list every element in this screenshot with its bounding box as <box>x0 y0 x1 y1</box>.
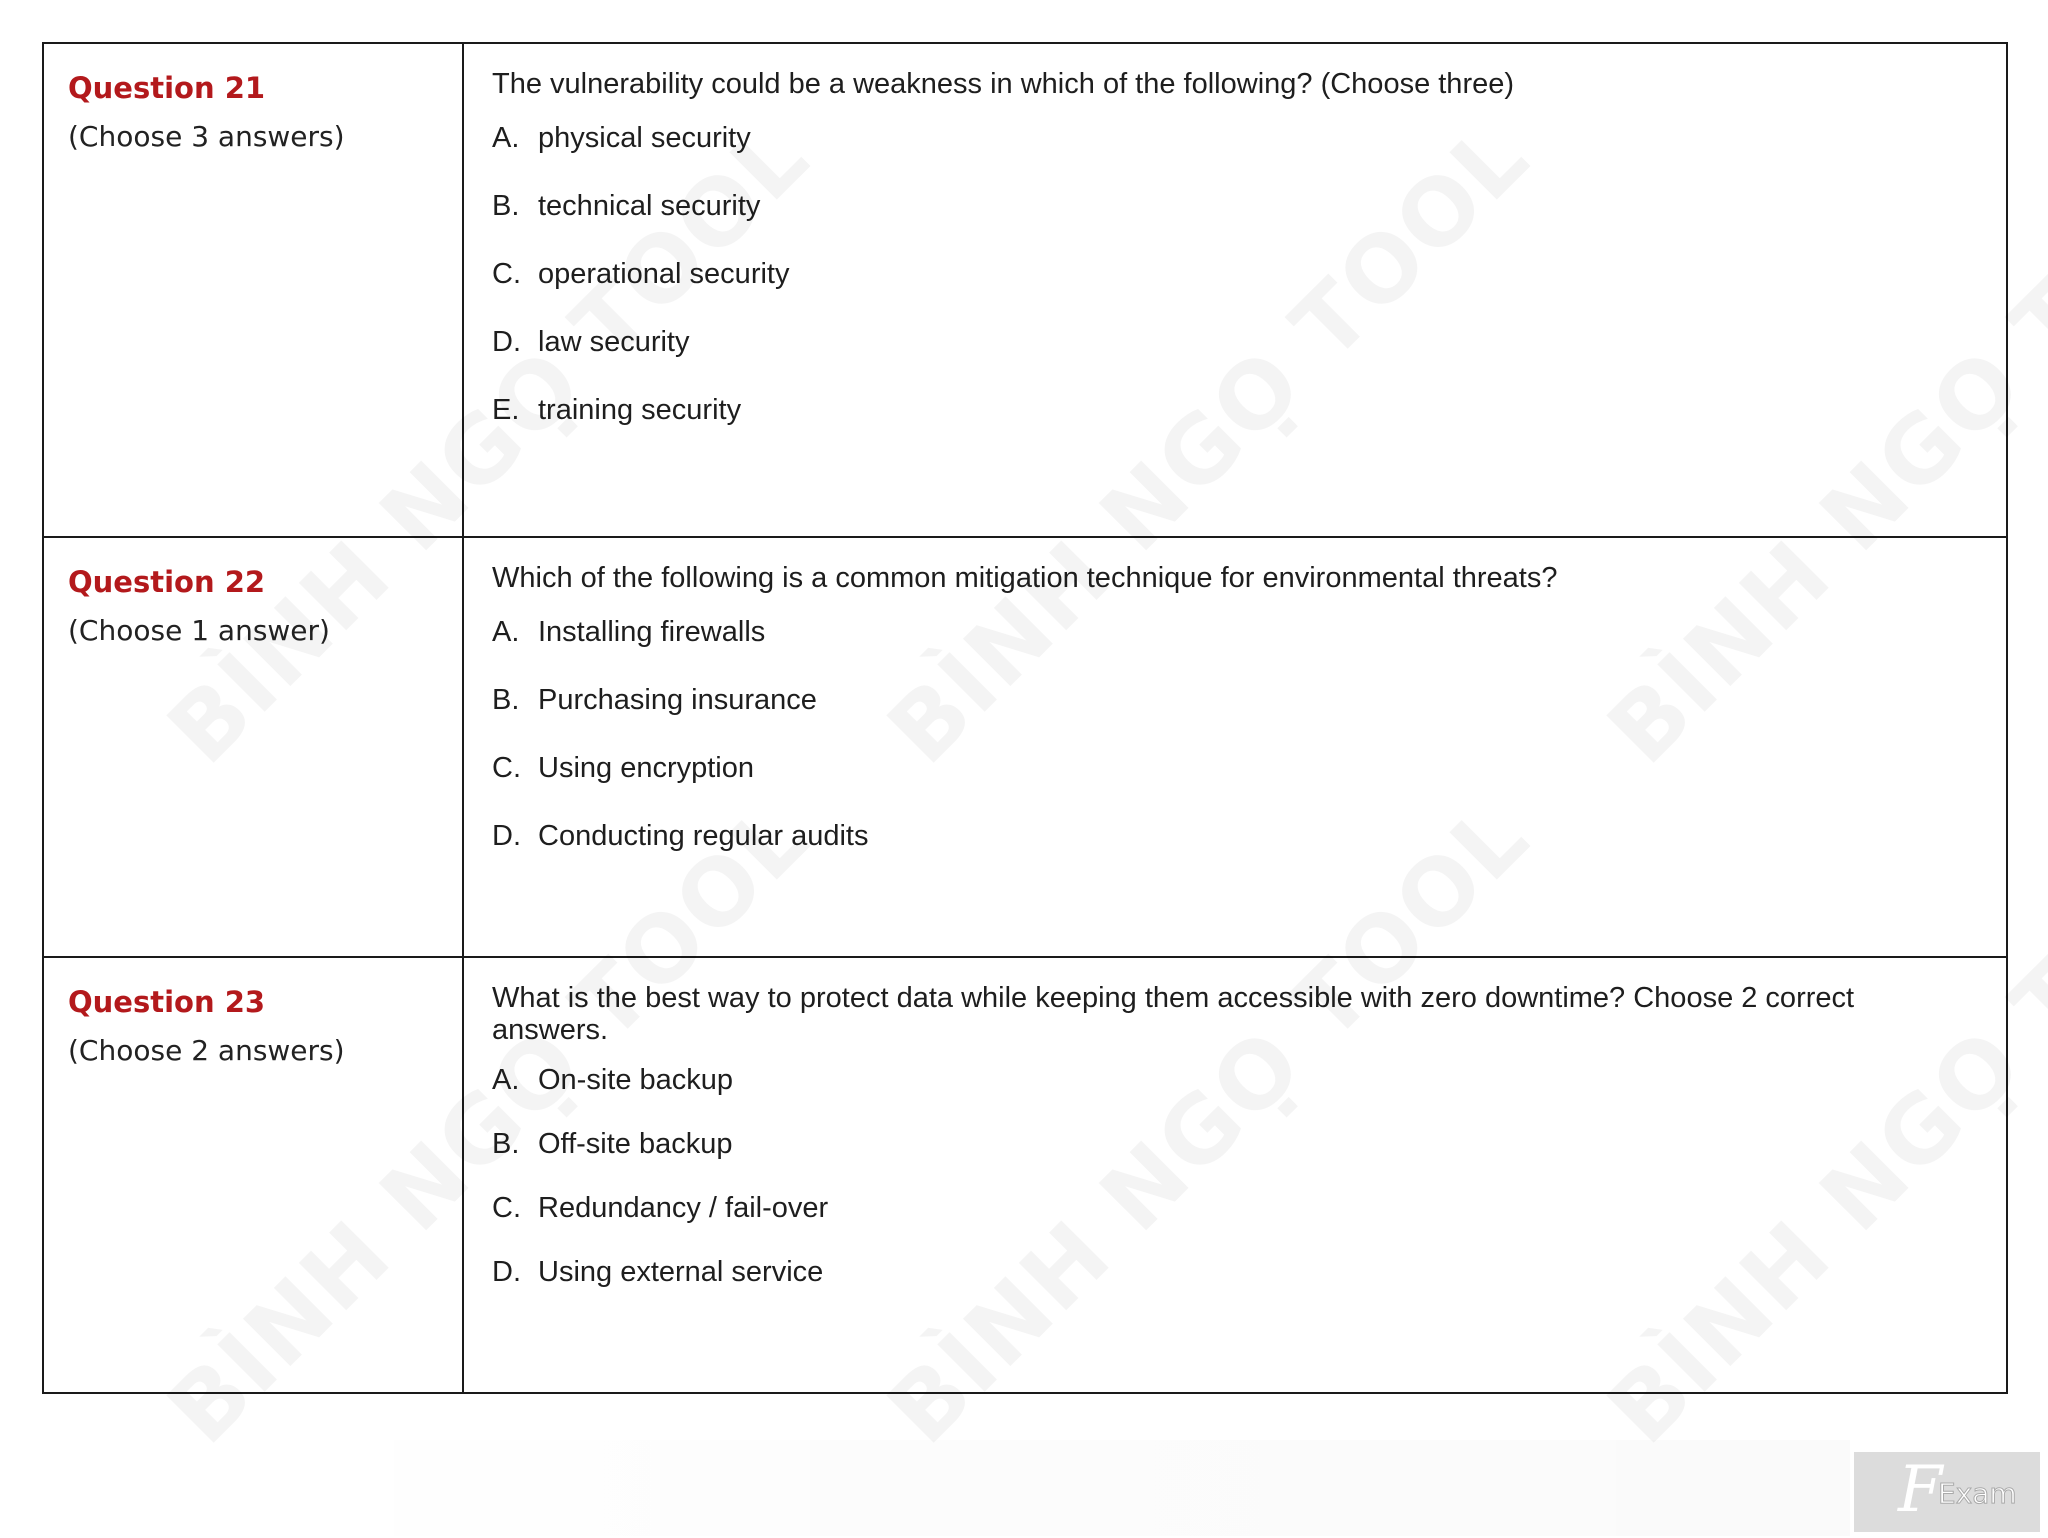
option-text: physical security <box>538 122 751 154</box>
option-letter: A. <box>492 122 520 154</box>
option-letter: D. <box>492 1256 521 1288</box>
option-letter: A. <box>492 1064 520 1096</box>
option-d[interactable] <box>492 1254 1978 1290</box>
question-header-cell <box>43 537 463 957</box>
option-c[interactable] <box>492 750 1978 786</box>
option-letter: D. <box>492 820 521 852</box>
option-b[interactable] <box>492 1126 1978 1162</box>
option-text: operational security <box>538 258 790 290</box>
option-letter: C. <box>492 1192 521 1224</box>
option-list <box>492 1062 1978 1290</box>
option-text: Redundancy / fail-over <box>538 1192 829 1224</box>
question-title: Question 22 <box>68 565 266 599</box>
answer-count-hint: (Choose 1 answer) <box>68 614 330 647</box>
question-body-cell <box>463 537 2007 957</box>
answer-count-hint: (Choose 2 answers) <box>68 1034 345 1067</box>
question-row <box>43 957 2007 1393</box>
option-b[interactable] <box>492 188 1978 224</box>
option-text: Off-site backup <box>538 1128 733 1160</box>
option-text: technical security <box>538 190 761 222</box>
option-list <box>492 614 1978 854</box>
option-a[interactable] <box>492 1062 1978 1098</box>
option-text: Using encryption <box>538 752 754 784</box>
question-table <box>42 42 2008 1394</box>
option-letter: E. <box>492 394 520 426</box>
question-stem: The vulnerability could be a weakness in which of the following? (Choose three) <box>492 68 1515 100</box>
option-text: Using external service <box>538 1256 824 1288</box>
logo-mark-icon: F <box>1898 1453 1943 1527</box>
option-e[interactable] <box>492 392 1978 428</box>
option-letter: C. <box>492 258 521 290</box>
option-a[interactable] <box>492 120 1978 156</box>
option-text: Conducting regular audits <box>538 820 869 852</box>
question-row <box>43 537 2007 957</box>
logo-text: Exam <box>1938 1477 2017 1510</box>
question-title: Question 21 <box>68 71 266 105</box>
option-c[interactable] <box>492 256 1978 292</box>
option-list <box>492 120 1978 428</box>
option-letter: D. <box>492 326 521 358</box>
option-text: training security <box>538 394 742 426</box>
question-header-cell <box>43 43 463 537</box>
option-a[interactable] <box>492 614 1978 650</box>
option-text: Installing firewalls <box>538 616 766 648</box>
option-c[interactable] <box>492 1190 1978 1226</box>
answer-count-hint: (Choose 3 answers) <box>68 120 345 153</box>
question-stem: Which of the following is a common mitigation technique for environmental threats? <box>492 562 1558 594</box>
question-title: Question 23 <box>68 985 266 1019</box>
option-d[interactable] <box>492 324 1978 360</box>
option-letter: B. <box>492 190 520 222</box>
question-row <box>43 43 2007 537</box>
option-d[interactable] <box>492 818 1978 854</box>
bottom-shadow <box>290 1440 1850 1536</box>
question-body-cell <box>463 43 2007 537</box>
option-letter: B. <box>492 1128 520 1160</box>
option-text: law security <box>538 326 690 358</box>
question-header-cell <box>43 957 463 1393</box>
option-letter: B. <box>492 684 520 716</box>
option-b[interactable] <box>492 682 1978 718</box>
option-letter: C. <box>492 752 521 784</box>
question-body-cell <box>463 957 2007 1393</box>
option-text: On-site backup <box>538 1064 734 1096</box>
option-text: Purchasing insurance <box>538 684 817 716</box>
question-stem: What is the best way to protect data while keeping them accessible with zero downtime? Choose 2 correct answers. <box>492 982 1855 1046</box>
fuexam-logo <box>1854 1452 2040 1532</box>
option-letter: A. <box>492 616 520 648</box>
